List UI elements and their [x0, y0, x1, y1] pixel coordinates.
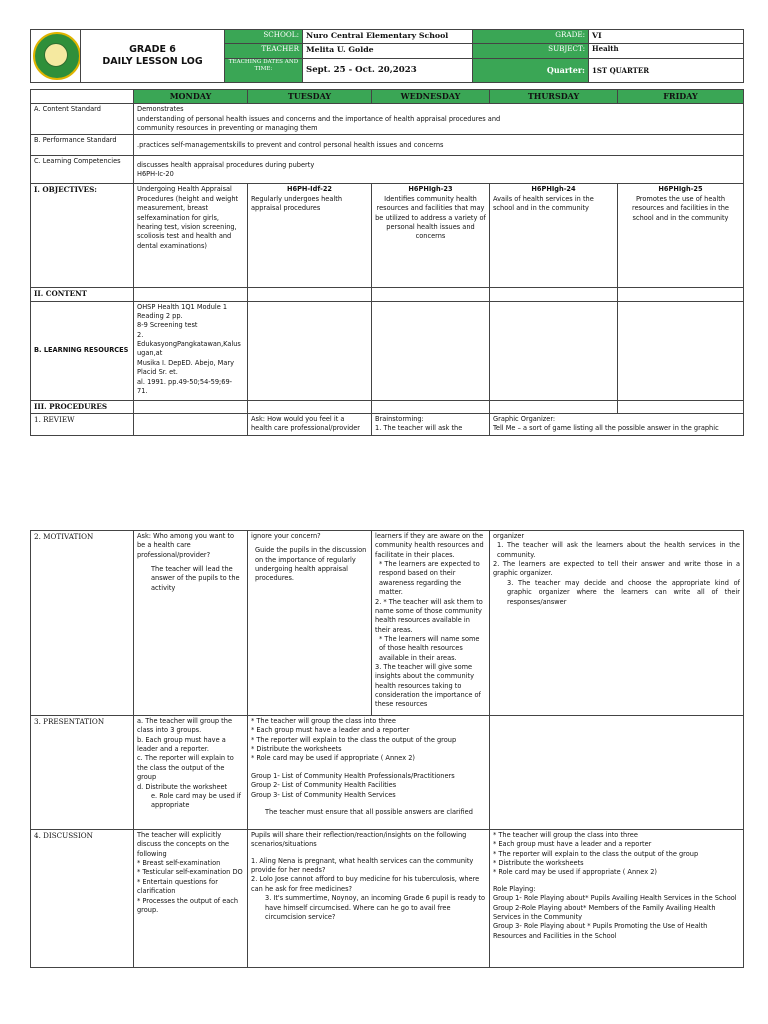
discussion-monday: The teacher will explicitly discuss the concepts on the following * Breast self-examination * Testicular self-examination DO * Entertain questions for clarification * Processes the output of each group.: [134, 830, 248, 968]
content-label: II. CONTENT: [31, 288, 134, 301]
discussion-thursday-friday: * The teacher will group the class into three * Each group must have a leader and a reporter * The reporter will explain to the class the output of the group * Distribute the worksheets * Role card may be used if appropriate ( Annex 2) Role Playing: Group 1- Role Playing about* Pupils Availing Health Services in the School Group 2-Role Playing about* Members of the Family Availing Health Services in the Community Group 3- Role Playing about * Pupils Promoting the Use of Health Resources and Facilities in the School: [490, 830, 744, 968]
deped-seal-icon: [33, 32, 81, 80]
page-one: [30, 29, 743, 436]
presentation-tuesday-wednesday: * The teacher will group the class into three * Each group must have a leader and a reporter * The reporter will explain to the class the output of the group * Distribute the worksheets * Role card may be used if appropriate ( Annex 2) Group 1- List of Community Health Professionals/Practitioners Group 2- List of Community Health Facilities Group 3- List of Community Health Services The teacher must ensure that all possible answers are clarified: [248, 716, 490, 830]
discussion-label: 4. DISCUSSION: [31, 830, 134, 968]
title-cell: [81, 30, 225, 83]
motivation-wednesday: learners if they are aware on the community health resources and facilitate in their places. * The learners are expected to respond based on their awareness regarding the matter. 2. * The teacher will ask them to name some of those community health resources available in their areas. * The learners will name some of those health resources available in their areas. 3. The teacher will give some insights about the community health resources taking to consideration the importance of these resources: [372, 531, 490, 716]
review-label: 1. REVIEW: [31, 413, 134, 435]
objectives-wednesday: H6PHIgh-23 Identifies community health resources and facilities that may be utilized to address a variety of personal health issues and concerns: [372, 184, 490, 288]
subject-label: SUBJECT:: [473, 44, 589, 58]
objectives-tuesday: H6PH-Idf-22 Regularly undergoes health appraisal procedures: [248, 184, 372, 288]
motivation-thursday-friday: organizer 1. The teacher will ask the learners about the health services in the community. 2. The learners are expected to tell their answer and write those in a graphic organizer. 3. The teacher may decide and choose the appropriate kind of graphic organizer where the learners can write all of their responses/answer: [490, 531, 744, 716]
teacher-label: TEACHER: [225, 44, 303, 58]
content-standard-text: Demonstrates understanding of personal health issues and concerns and the importance of health appraisal procedures and community resources in preventing or managing them: [134, 104, 744, 135]
teacher-value: Melita U. Golde: [303, 44, 473, 58]
header-table: [30, 29, 744, 83]
performance-standard-text: .practices self-managementskills to prevent and control personal health issues and concerns: [134, 135, 744, 156]
grade-value: VI: [589, 30, 744, 44]
presentation-label: 3. PRESENTATION: [31, 716, 134, 830]
learning-resources-monday: OHSP Health 1Q1 Module 1 Reading 2 pp. 8-9 Screening test 2. EdukasyongPangkatawan,Kalus ugan,at Musika I. DepED. Abejo, Mary Placid Sr. et. al. 1991. pp.49-50;54-59;69- 71.: [134, 301, 248, 400]
school-logo-cell: [31, 30, 81, 83]
competencies-text: discusses health appraisal procedures during puberty H6PH-Ic-20: [134, 156, 744, 184]
quarter-value: 1ST QUARTER: [589, 58, 744, 82]
objectives-label: I. OBJECTIVES:: [31, 184, 134, 288]
review-thursday-friday: Graphic Organizer: Tell Me – a sort of game listing all the possible answer in the graphic: [490, 413, 744, 435]
subject-value: Health: [589, 44, 744, 58]
review-tuesday: Ask: How would you feel it a health care professional/provider: [248, 413, 372, 435]
competencies-label: C. Learning Competencies: [31, 156, 134, 184]
day-header-tuesday: TUESDAY: [248, 90, 372, 104]
objectives-friday: H6PHIgh-25 Promotes the use of health resources and facilities in the school and in the community: [618, 184, 744, 288]
motivation-tuesday: ignore your concern? Guide the pupils in the discussion on the importance of regularly undergoing health appraisal procedures.: [248, 531, 372, 716]
objectives-monday: Undergoing Health Appraisal Procedures (height and weight measurement, breast selfexamination for girls, hearing test, vision screening, scoliosis test and health and dental examinations): [134, 184, 248, 288]
motivation-label: 2. MOTIVATION: [31, 531, 134, 716]
performance-standard-label: B. Performance Standard: [31, 135, 134, 156]
content-standard-label: A. Content Standard: [31, 104, 134, 135]
dates-label: TEACHING DATES AND TIME:: [225, 58, 303, 82]
grade-title: GRADE 6: [129, 43, 176, 55]
dates-value: Sept. 25 - Oct. 20,2023: [303, 58, 473, 82]
presentation-monday: a. The teacher will group the class into 3 groups. b. Each group must have a leader and a reporter. c. The reporter will explain to the class the output of the group d. Distribute the worksheet e. Role card may be used if appropriate: [134, 716, 248, 830]
day-header-monday: MONDAY: [134, 90, 248, 104]
page-two: [30, 530, 743, 968]
day-header-friday: FRIDAY: [618, 90, 744, 104]
school-label: SCHOOL:: [225, 30, 303, 44]
day-header-thursday: THURSDAY: [490, 90, 618, 104]
objectives-thursday: H6PHIgh-24 Avails of health services in the school and in the community: [490, 184, 618, 288]
motivation-monday: Ask: Who among you want to be a health care professional/provider? The teacher will lead the answer of the pupils to the activity: [134, 531, 248, 716]
day-header-wednesday: WEDNESDAY: [372, 90, 490, 104]
review-wednesday: Brainstorming: 1. The teacher will ask the: [372, 413, 490, 435]
quarter-label: Quarter:: [473, 58, 589, 82]
procedures-label: III. PROCEDURES: [31, 400, 134, 413]
grade-label: GRADE:: [473, 30, 589, 44]
learning-resources-label: B. LEARNING RESOURCES: [31, 301, 134, 400]
lesson-table: [30, 89, 744, 436]
discussion-tuesday-wednesday: Pupils will share their reflection/reaction/insights on the following scenarios/situations 1. Aling Nena is pregnant, what health services can the community provide for her needs? 2. Lolo Jose cannot afford to buy medicine for his tuberculosis, where can he ask for free medicines? 3. It's summertime, Noynoy, an incoming Grade 6 pupil is ready to have himself circumcised. Where can he go to avail free circumcision service?: [248, 830, 490, 968]
day-header-blank: [31, 90, 134, 104]
log-title: DAILY LESSON LOG: [102, 56, 203, 67]
school-value: Nuro Central Elementary School: [303, 30, 473, 44]
competency-code: H6PH-Ic-20: [137, 169, 174, 178]
procedures-table: [30, 530, 744, 968]
